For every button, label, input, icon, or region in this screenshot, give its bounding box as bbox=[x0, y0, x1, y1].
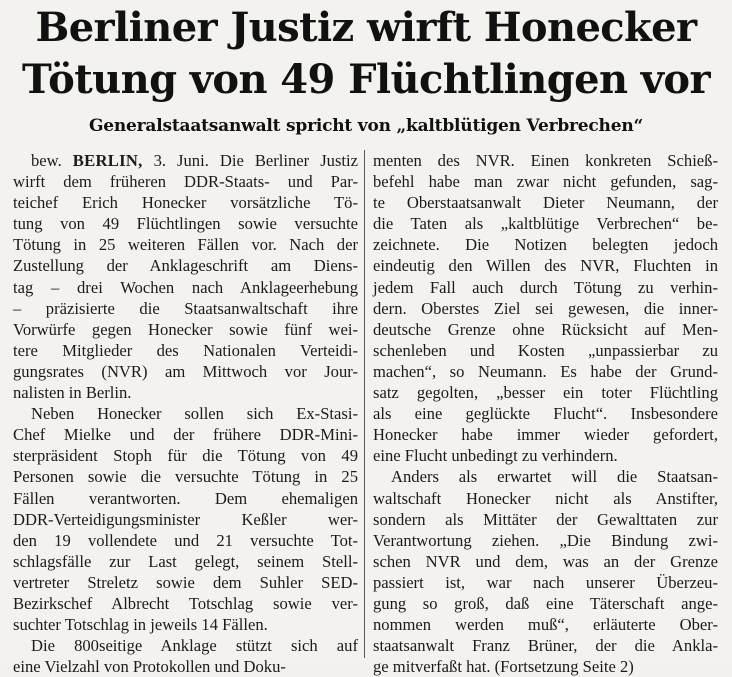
text-line: gungsrates (NVR) am Mittwoch vor Jour- bbox=[13, 361, 358, 381]
text-line: eindeutig den Willen des NVR, Fluchten in bbox=[373, 256, 718, 276]
text-line: eine Flucht unbedingt zu verhindern. bbox=[373, 446, 618, 466]
text-line: waltschaft Honecker nicht als Anstifter, bbox=[373, 488, 718, 508]
text-line: die Taten als „kaltblütige Verbrechen“ be- bbox=[373, 214, 718, 234]
article-column-right bbox=[373, 150, 718, 677]
text-line: – präzisierte die Staatsanwaltschaft ihre bbox=[13, 298, 358, 318]
text-line: Neben Honecker sollen sich Ex-Stasi- bbox=[31, 404, 358, 424]
text-line: Fällen verantworten. Dem ehemaligen bbox=[13, 488, 358, 508]
text-line: suchter Totschlag in jeweils 14 Fällen. bbox=[13, 615, 268, 635]
text-line: Vorwürfe gegen Honecker sowie fünf wei- bbox=[13, 319, 358, 339]
dateline bbox=[13, 150, 358, 171]
text-line: schlagsfälle zur Last gelegt, seinem Stell- bbox=[13, 551, 358, 571]
first-line-text: Die Berliner Justiz bbox=[219, 151, 358, 170]
text-line: teichef Erich Honecker vorsätzliche Tö- bbox=[13, 193, 358, 213]
text-line: ge mitverfaßt hat. (Fortsetzung Seite 2) bbox=[373, 657, 634, 677]
article-column-left bbox=[13, 150, 358, 677]
text-line: nommen werden muß“, erläuterte Ober- bbox=[373, 615, 718, 635]
text-line: als eine geglückte Flucht“. Insbesondere bbox=[373, 404, 718, 424]
dateline-date: 3. Juni. bbox=[153, 151, 209, 170]
text-line: gung so groß, daß eine Täterschaft ange- bbox=[373, 593, 718, 613]
text-line: te Oberstaatsanwalt Dieter Neumann, der bbox=[373, 193, 718, 213]
text-line: Chef Mielke und der frühere DDR-Mini- bbox=[13, 425, 358, 445]
dateline-city: BERLIN, bbox=[72, 151, 143, 170]
dateline-agency: bew. bbox=[31, 151, 62, 170]
text-line: tere Mitglieder des Nationalen Verteidi- bbox=[13, 340, 358, 360]
text-line: schen NVR und dem, was an der Grenze bbox=[373, 551, 718, 571]
right-column-lines bbox=[373, 150, 718, 677]
text-line: satz gegolten, „besser ein toter Flüchtling bbox=[373, 383, 718, 403]
text-line: zeichnete. Die Notizen belegten jedoch bbox=[373, 235, 718, 255]
subheadline: Generalstaatsanwalt spricht von „kaltblütigen Verbrechen“ bbox=[88, 116, 644, 136]
text-line: dern. Oberstes Ziel sei gewesen, die inner- bbox=[373, 298, 718, 318]
text-line: jedem Fall auch durch Tötung zu verhin- bbox=[373, 277, 718, 297]
text-line: befehl habe man zwar nicht gefunden, sag- bbox=[373, 172, 718, 192]
text-line: nalisten in Berlin. bbox=[13, 383, 132, 403]
text-line: deutsche Grenze ohne Rücksicht auf Men- bbox=[373, 319, 718, 339]
text-line: Zustellung der Anklageschrift am Diens- bbox=[13, 256, 358, 276]
text-line: menten des NVR. Einen konkreten Schieß- bbox=[373, 151, 718, 170]
text-line: Tötung in 25 weiteren Fällen vor. Nach der bbox=[13, 235, 358, 255]
text-line: Bezirkschef Albrecht Totschlag sowie ver- bbox=[13, 593, 358, 613]
text-line: eine Vielzahl von Protokollen und Doku- bbox=[13, 657, 286, 677]
left-column-lines bbox=[13, 171, 358, 677]
text-line: vertreter Streletz sowie dem Suhler SED- bbox=[13, 572, 358, 592]
headline-line-2: Tötung von 49 Flüchtlingen vor bbox=[22, 56, 710, 103]
text-line: passiert ist, war nach unserer Überzeu- bbox=[373, 572, 718, 592]
text-line: schenleben und Kosten „unpassierbar zu bbox=[373, 340, 718, 360]
text-line: wirft dem früheren DDR-Staats- und Par- bbox=[13, 172, 358, 192]
text-line: den 19 vollendete und 21 versuchte Tot- bbox=[13, 530, 358, 550]
text-line: DDR-Verteidigungsminister Keßler wer- bbox=[13, 509, 358, 529]
text-line: staatsanwalt Franz Brüner, der die Ankla- bbox=[373, 636, 718, 656]
column-divider bbox=[364, 150, 365, 658]
text-line: machen“, so Neumann. Es habe der Grund- bbox=[373, 361, 718, 381]
text-line: sondern als Mittäter der Gewalttaten zur bbox=[373, 509, 718, 529]
text-line: tag – drei Wochen nach Anklageerhebung bbox=[13, 277, 358, 297]
text-line: tung von 49 Flüchtlingen sowie versuchte bbox=[13, 214, 358, 234]
text-line: Personen sowie die versuchte Tötung in 25 bbox=[13, 467, 358, 487]
text-line: Honecker habe immer wieder gefordert, bbox=[373, 425, 718, 445]
headline-line-1: Berliner Justiz wirft Honecker bbox=[35, 4, 697, 51]
text-line: Anders als erwartet will die Staatsan- bbox=[391, 467, 718, 487]
text-line: sterpräsident Stoph für die Tötung von 49 bbox=[13, 446, 358, 466]
text-line: Verantwortung ziehen. „Die Bindung zwi- bbox=[373, 530, 718, 550]
text-line: Die 800seitige Anklage stützt sich auf bbox=[31, 636, 358, 656]
